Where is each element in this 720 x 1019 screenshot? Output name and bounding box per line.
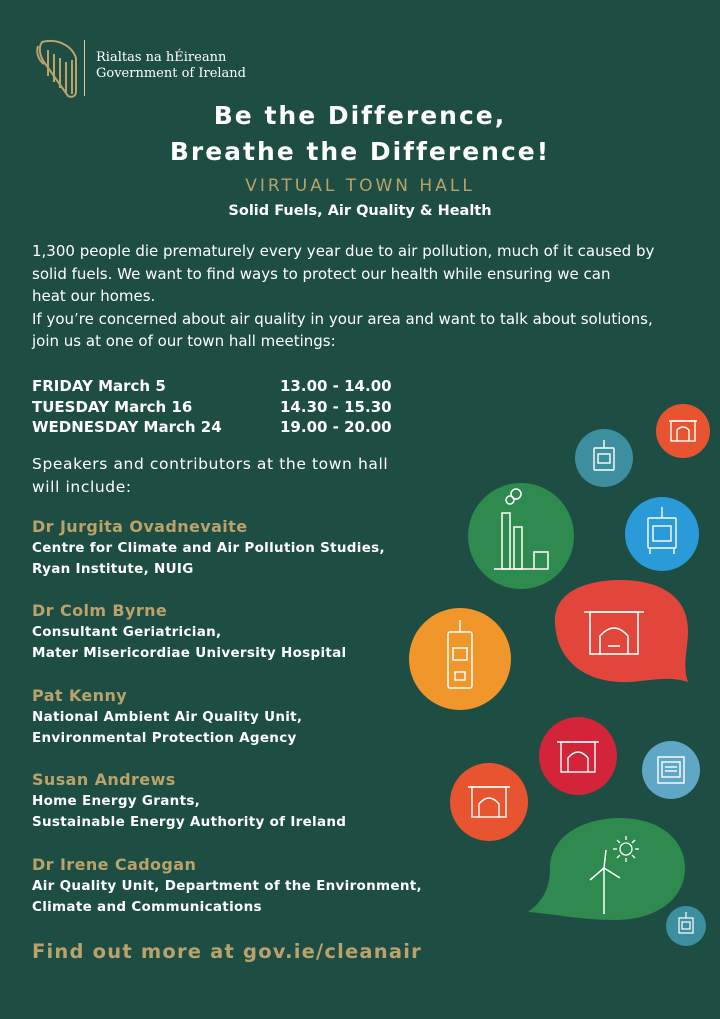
schedule-day: WEDNESDAY March 24 xyxy=(32,418,222,436)
event-topic: Solid Fuels, Air Quality & Health xyxy=(228,203,492,219)
speaker-role: Mater Misericordiae University Hospital xyxy=(32,645,347,661)
factory-icon xyxy=(468,483,574,589)
title-line-2: Breathe the Difference! xyxy=(169,137,551,166)
more-info-link[interactable]: Find out more at gov.ie/cleanair xyxy=(32,940,422,963)
speaker-role: Home Energy Grants, xyxy=(32,793,201,809)
stove-icon xyxy=(666,906,706,946)
schedule-time: 19.00 - 20.00 xyxy=(280,418,392,436)
speaker-name: Susan Andrews xyxy=(32,770,176,789)
wind-turbine-icon xyxy=(528,818,685,920)
speaker-role: Centre for Climate and Air Pollution Studies, xyxy=(32,540,385,556)
speaker-name: Dr Colm Byrne xyxy=(32,601,168,620)
speaker-role: Ryan Institute, NUIG xyxy=(32,561,194,577)
schedule-day: TUESDAY March 16 xyxy=(32,397,193,416)
speaker-role: Climate and Communications xyxy=(32,899,262,915)
intro-line: If you’re concerned about air quality in your area and want to talk about solutions, xyxy=(32,309,653,328)
fireplace-icon xyxy=(539,717,617,795)
speaker-name: Dr Jurgita Ovadnevaite xyxy=(32,517,248,536)
speaker-role: Environmental Protection Agency xyxy=(32,730,297,746)
gov-english-name: Government of Ireland xyxy=(96,66,247,81)
boiler-icon xyxy=(409,608,511,710)
schedule-day: FRIDAY March 5 xyxy=(32,377,166,395)
event-type: VIRTUAL TOWN HALL xyxy=(245,176,475,196)
fireplace-icon xyxy=(656,404,710,458)
speakers-intro-line: Speakers and contributors at the town hall xyxy=(32,455,389,473)
stove-icon xyxy=(642,741,700,799)
speaker-name: Pat Kenny xyxy=(32,686,128,705)
title-line-1: Be the Difference, xyxy=(213,101,507,130)
speaker-role: Consultant Geriatrician, xyxy=(32,624,222,640)
speaker-role: Sustainable Energy Authority of Ireland xyxy=(32,814,347,830)
speaker-name: Dr Irene Cadogan xyxy=(32,855,197,874)
speaker-role: Air Quality Unit, Department of the Environment, xyxy=(32,878,422,894)
fireplace-icon xyxy=(555,580,688,682)
intro-line: join us at one of our town hall meetings: xyxy=(32,332,336,350)
stove-icon xyxy=(575,429,633,487)
stove-icon xyxy=(625,497,699,571)
gov-irish-name: Rialtas na hÉireann xyxy=(96,50,227,65)
intro-line: heat our homes. xyxy=(32,287,156,305)
fireplace-icon xyxy=(450,763,528,841)
intro-line: solid fuels. We want to find ways to protect our health while ensuring we can xyxy=(32,264,611,283)
intro-line: 1,300 people die prematurely every year due to air pollution, much of it caused by xyxy=(32,242,655,260)
schedule-time: 14.30 - 15.30 xyxy=(280,397,392,416)
schedule-time: 13.00 - 14.00 xyxy=(280,377,392,395)
speakers-intro-line: will include: xyxy=(32,478,132,496)
speaker-role: National Ambient Air Quality Unit, xyxy=(32,709,303,725)
